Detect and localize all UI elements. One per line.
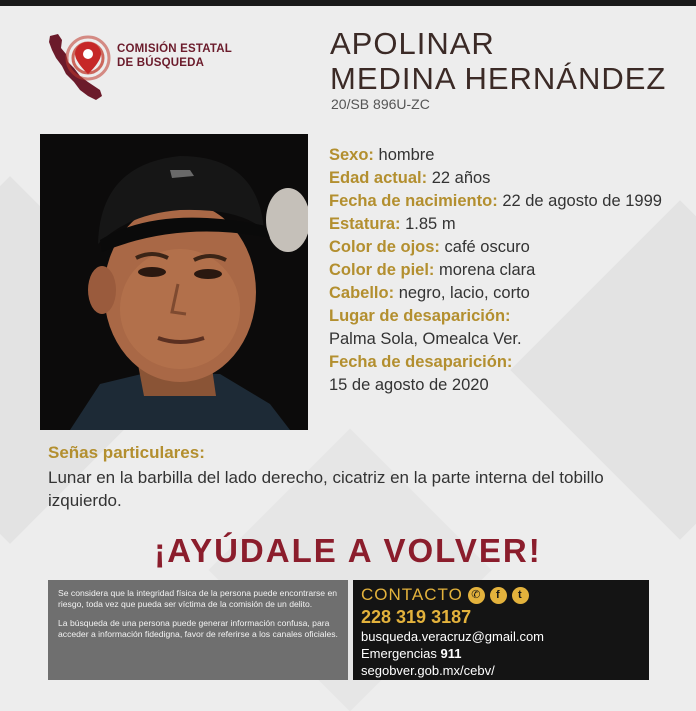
detail-cabello [329,282,669,305]
logo-text [117,42,232,70]
detail-label: Edad actual: [329,169,428,187]
emergencias-number[interactable]: 911 [440,646,462,661]
case-id: 20/SB 896U-ZC [331,96,430,112]
detail-label: Fecha de desaparición: [329,353,513,371]
detail-value: 1.85 m [405,215,456,233]
detail-fecha-desaparicion [329,351,669,397]
logo-line-2: DE BÚSQUEDA [117,57,205,69]
detail-value: hombre [378,146,435,164]
detail-sexo [329,144,669,167]
detail-label: Fecha de nacimiento: [329,192,498,210]
twitter-icon[interactable]: t [512,587,529,604]
emergencias-label: Emergencias [361,646,437,661]
top-bar [0,0,696,6]
detail-fecha-nacimiento [329,190,669,213]
detail-value: 22 de agosto de 1999 [502,192,662,210]
phone-icon: ✆ [468,587,485,604]
detail-value: morena clara [439,261,536,279]
detail-value: 15 de agosto de 2020 [329,376,489,394]
disclaimer-box [48,580,348,680]
location-pin-icon [67,37,109,79]
detail-estatura [329,213,669,236]
contact-website[interactable]: segobver.gob.mx/cebv/ [361,663,495,678]
detail-lugar-desaparicion [329,305,669,351]
disclaimer-paragraph-2: La búsqueda de una persona puede generar información confusa, para acceder a información fidedigna, favor de referirse a los canales oficiales. [58,618,338,639]
detail-label: Estatura: [329,215,401,233]
detail-color-piel [329,259,669,282]
contact-title-row [361,584,641,606]
detail-label: Cabello: [329,284,395,302]
facebook-icon[interactable]: f [490,587,507,604]
detail-value: café oscuro [444,238,530,256]
detail-color-ojos [329,236,669,259]
logo-line-1: COMISIÓN ESTATAL [117,43,232,55]
contact-emergencias [361,645,641,662]
detail-value: Palma Sola, Omealca Ver. [329,330,522,348]
detail-value: 22 años [431,169,491,187]
call-to-action-title: ¡AYÚDALE A VOLVER! [154,532,542,569]
person-details [329,144,669,397]
portrait-illustration [40,134,308,430]
detail-label: Color de ojos: [329,238,440,256]
senas-text: Lunar en la barbilla del lado derecho, cicatriz en la parte interna del tobillo izquierdo. [48,468,604,510]
detail-label: Lugar de desaparición: [329,307,511,325]
contact-phone[interactable]: 228 319 3187 [361,607,472,627]
person-last-names: MEDINA HERNÁNDEZ [330,61,667,96]
senas-label: Señas particulares: [48,443,205,462]
contact-box [353,580,649,680]
detail-edad [329,167,669,190]
person-first-name: APOLINAR [330,26,495,61]
contact-email[interactable]: busqueda.veracruz@gmail.com [361,629,545,644]
contact-title: CONTACTO [361,585,463,604]
disclaimer-paragraph-1: Se considera que la integridad física de la persona puede encontrarse en riesgo, toda vez que pueda ser víctima de la comisión de un delito. [58,588,338,609]
person-photo [40,134,308,430]
detail-value: negro, lacio, corto [398,284,530,302]
detail-label: Sexo: [329,146,374,164]
detail-label: Color de piel: [329,261,435,279]
